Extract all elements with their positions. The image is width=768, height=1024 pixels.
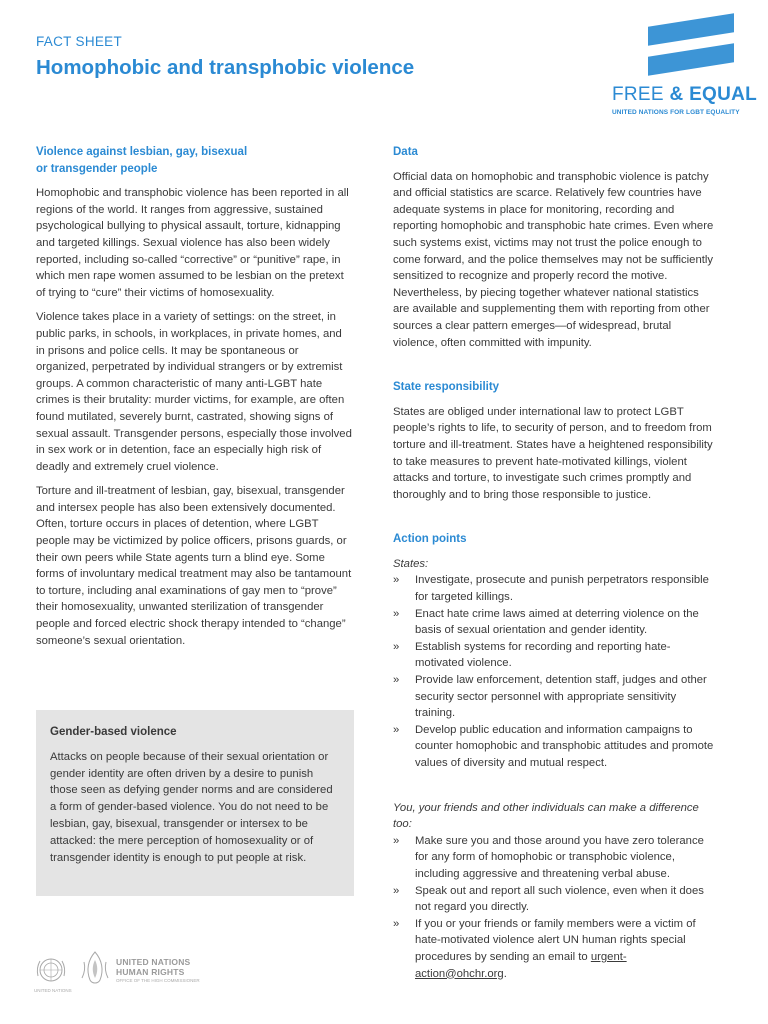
list-item-text: Develop public education and information campaigns to counter homophobic and transphobic attitudes and promote values of diversity and mutual respect. xyxy=(415,723,714,769)
right-column xyxy=(393,144,715,982)
list-item-end: . xyxy=(503,967,507,980)
un-emblem-icon xyxy=(34,956,68,986)
violence-paragraph-3: Torture and ill-treatment of lesbian, gay, bisexual, transgender and intersex people has also been extensively documented. Often, torture occurs in places of detention, where LGBT people may be victimized by police officers, prisons guards, or their own peers while State agents turn a blind eye. Some forms of involuntary medical treatment may also be tantamount to torture, including anal examinations of gay men to “prove” their homosexuality, unwanted sterilization of transgender people and forced electric shock therapy intended to “change” someone’s sexual orientation. xyxy=(36,485,352,647)
logo-tagline: UNITED NATIONS FOR LGBT EQUALITY xyxy=(612,109,740,116)
bullet-mark: » xyxy=(393,884,400,897)
states-label: States: xyxy=(393,557,429,570)
list-item-text: If you or your friends or family members were a victim of hate-motivated violence alert UN human rights special procedures by sending an email to xyxy=(415,917,696,963)
violence-heading-line2: or transgender people xyxy=(36,162,158,175)
human-rights-wordmark xyxy=(116,958,190,977)
logo-upper-stripe xyxy=(648,13,734,46)
email-link[interactable]: urgent-action@ohchr.org xyxy=(415,950,627,980)
logo-lower-stripe xyxy=(648,43,734,76)
list-item xyxy=(393,639,715,672)
action-points-heading: Action points xyxy=(393,533,467,546)
free-and-equal-logo xyxy=(612,12,758,122)
violence-heading-line1: Violence against lesbian, gay, bisexual xyxy=(36,146,248,158)
list-item xyxy=(393,722,715,772)
state-action-list xyxy=(393,572,715,771)
list-item xyxy=(393,672,715,722)
data-paragraph: Official data on homophobic and transphobic violence is patchy and official statistics are scarce. Relatively few countries have adequate systems in place for monitoring, recording and reporting homophobic and transphobic hate crimes. Even where such systems exist, victims may not trust the police enough to come forward, and the police themselves may not be sufficiently sensitized to recognize and properly record the motive. Nevertheless, by piecing together whatever national statistics are available and supplementing them with reporting from other sources a clear pattern emerges—of widespread, brutal violence, often committed with impunity. xyxy=(393,170,714,349)
bullet-mark: » xyxy=(393,723,400,736)
un-emblem-caption: UNITED NATIONS xyxy=(34,988,72,993)
logo-wordmark xyxy=(612,84,757,106)
list-item-text: Establish systems for recording and reporting hate-motivated violence. xyxy=(415,640,671,670)
bullet-mark: » xyxy=(393,607,400,620)
list-item-text: Investigate, prosecute and punish perpetrators responsible for targeted killings. xyxy=(415,574,709,604)
list-item xyxy=(393,916,715,982)
individuals-label: You, your friends and other individuals can make a difference too: xyxy=(393,801,699,831)
bullet-mark: » xyxy=(393,834,400,847)
human-rights-emblem-icon xyxy=(78,948,112,988)
bullet-mark: » xyxy=(393,574,400,587)
list-item xyxy=(393,883,715,916)
page-title: Homophobic and transphobic violence xyxy=(36,56,415,79)
footer-logos xyxy=(34,944,234,1004)
logo-word-equal: & EQUAL xyxy=(669,84,758,105)
list-item xyxy=(393,833,715,883)
left-column xyxy=(36,144,352,649)
violence-paragraph-2: Violence takes place in a variety of settings: on the street, in public parks, in schools, in workplaces, in private homes, and in prisons and police cells. It may be spontaneous or organized, perpetrated by individual strangers or by extremist groups. A common characteristic of many anti-LGBT hate crimes is their brutality: murder victims, for example, are often found mutilated, severely burnt, castrated, showing signs of sexual assault. Transgender persons, especially those involved in sex work or in detention, face an especially high risk of deadly and extremely cruel violence. xyxy=(36,311,352,473)
data-section-heading: Data xyxy=(393,146,418,158)
individual-action-list xyxy=(393,833,715,982)
violence-paragraph-1: Homophobic and transphobic violence has been reported in all regions of the world. It ranges from aggressive, sustained psychological bullying to physical assault, torture, kidnapping and targeted killings. Sexual violence has also been widely reported, including so-called “corrective” or “punitive” rape, in which men rape women assumed to be lesbian on the pretext of trying to “cure” their victims of homosexuality. xyxy=(36,187,349,299)
bullet-mark: » xyxy=(393,917,400,930)
state-responsibility-heading: State responsibility xyxy=(393,381,500,394)
state-responsibility-paragraph: States are obliged under international law to protect LGBT people’s rights to life, to security of person, and to freedom from torture and ill-treatment. States have a heightened responsibility to take measures to prevent hate-motivated killings, violent attacks and torture, to investigate such crimes promptly and thoroughly and to bring those responsible to justice. xyxy=(393,405,713,501)
list-item-text: Provide law enforcement, detention staff, judges and other security sector personnel with appropriate sensitivity training. xyxy=(415,674,707,720)
list-item-text: Make sure you and those around you have zero tolerance for any form of homophobic or transphobic violence, including aggressive and threatening verbal abuse. xyxy=(415,834,704,880)
bullet-mark: » xyxy=(393,640,400,653)
gender-box-text: Attacks on people because of their sexual orientation or gender identity are often driven by a desire to punish those seen as defying gender norms and are considered a form of gender-based violence. You do not need to be lesbian, gay, bisexual, transgender or intersex to be attacked: the mere perception of homosexuality or of transgender identity is enough to put people at risk. xyxy=(50,750,333,864)
violence-section-heading xyxy=(36,144,352,177)
logo-word-free: FREE xyxy=(612,84,664,105)
gender-box-heading: Gender-based violence xyxy=(50,726,177,738)
list-item xyxy=(393,572,715,605)
unhr-subtitle: OFFICE OF THE HIGH COMMISSIONER xyxy=(116,978,200,983)
bullet-mark: » xyxy=(393,674,400,687)
list-item-text: Enact hate crime laws aimed at deterring violence on the basis of sexual orientation and gender identity. xyxy=(415,607,699,637)
unhr-line-1: UNITED NATIONS xyxy=(116,957,191,967)
list-item xyxy=(393,606,715,639)
gender-based-violence-box xyxy=(36,710,354,896)
list-item-text: Speak out and report all such violence, even when it does not regard you directly. xyxy=(415,884,704,914)
document-type-label: FACT SHEET xyxy=(36,34,123,49)
unhr-line-2: HUMAN RIGHTS xyxy=(116,966,185,977)
